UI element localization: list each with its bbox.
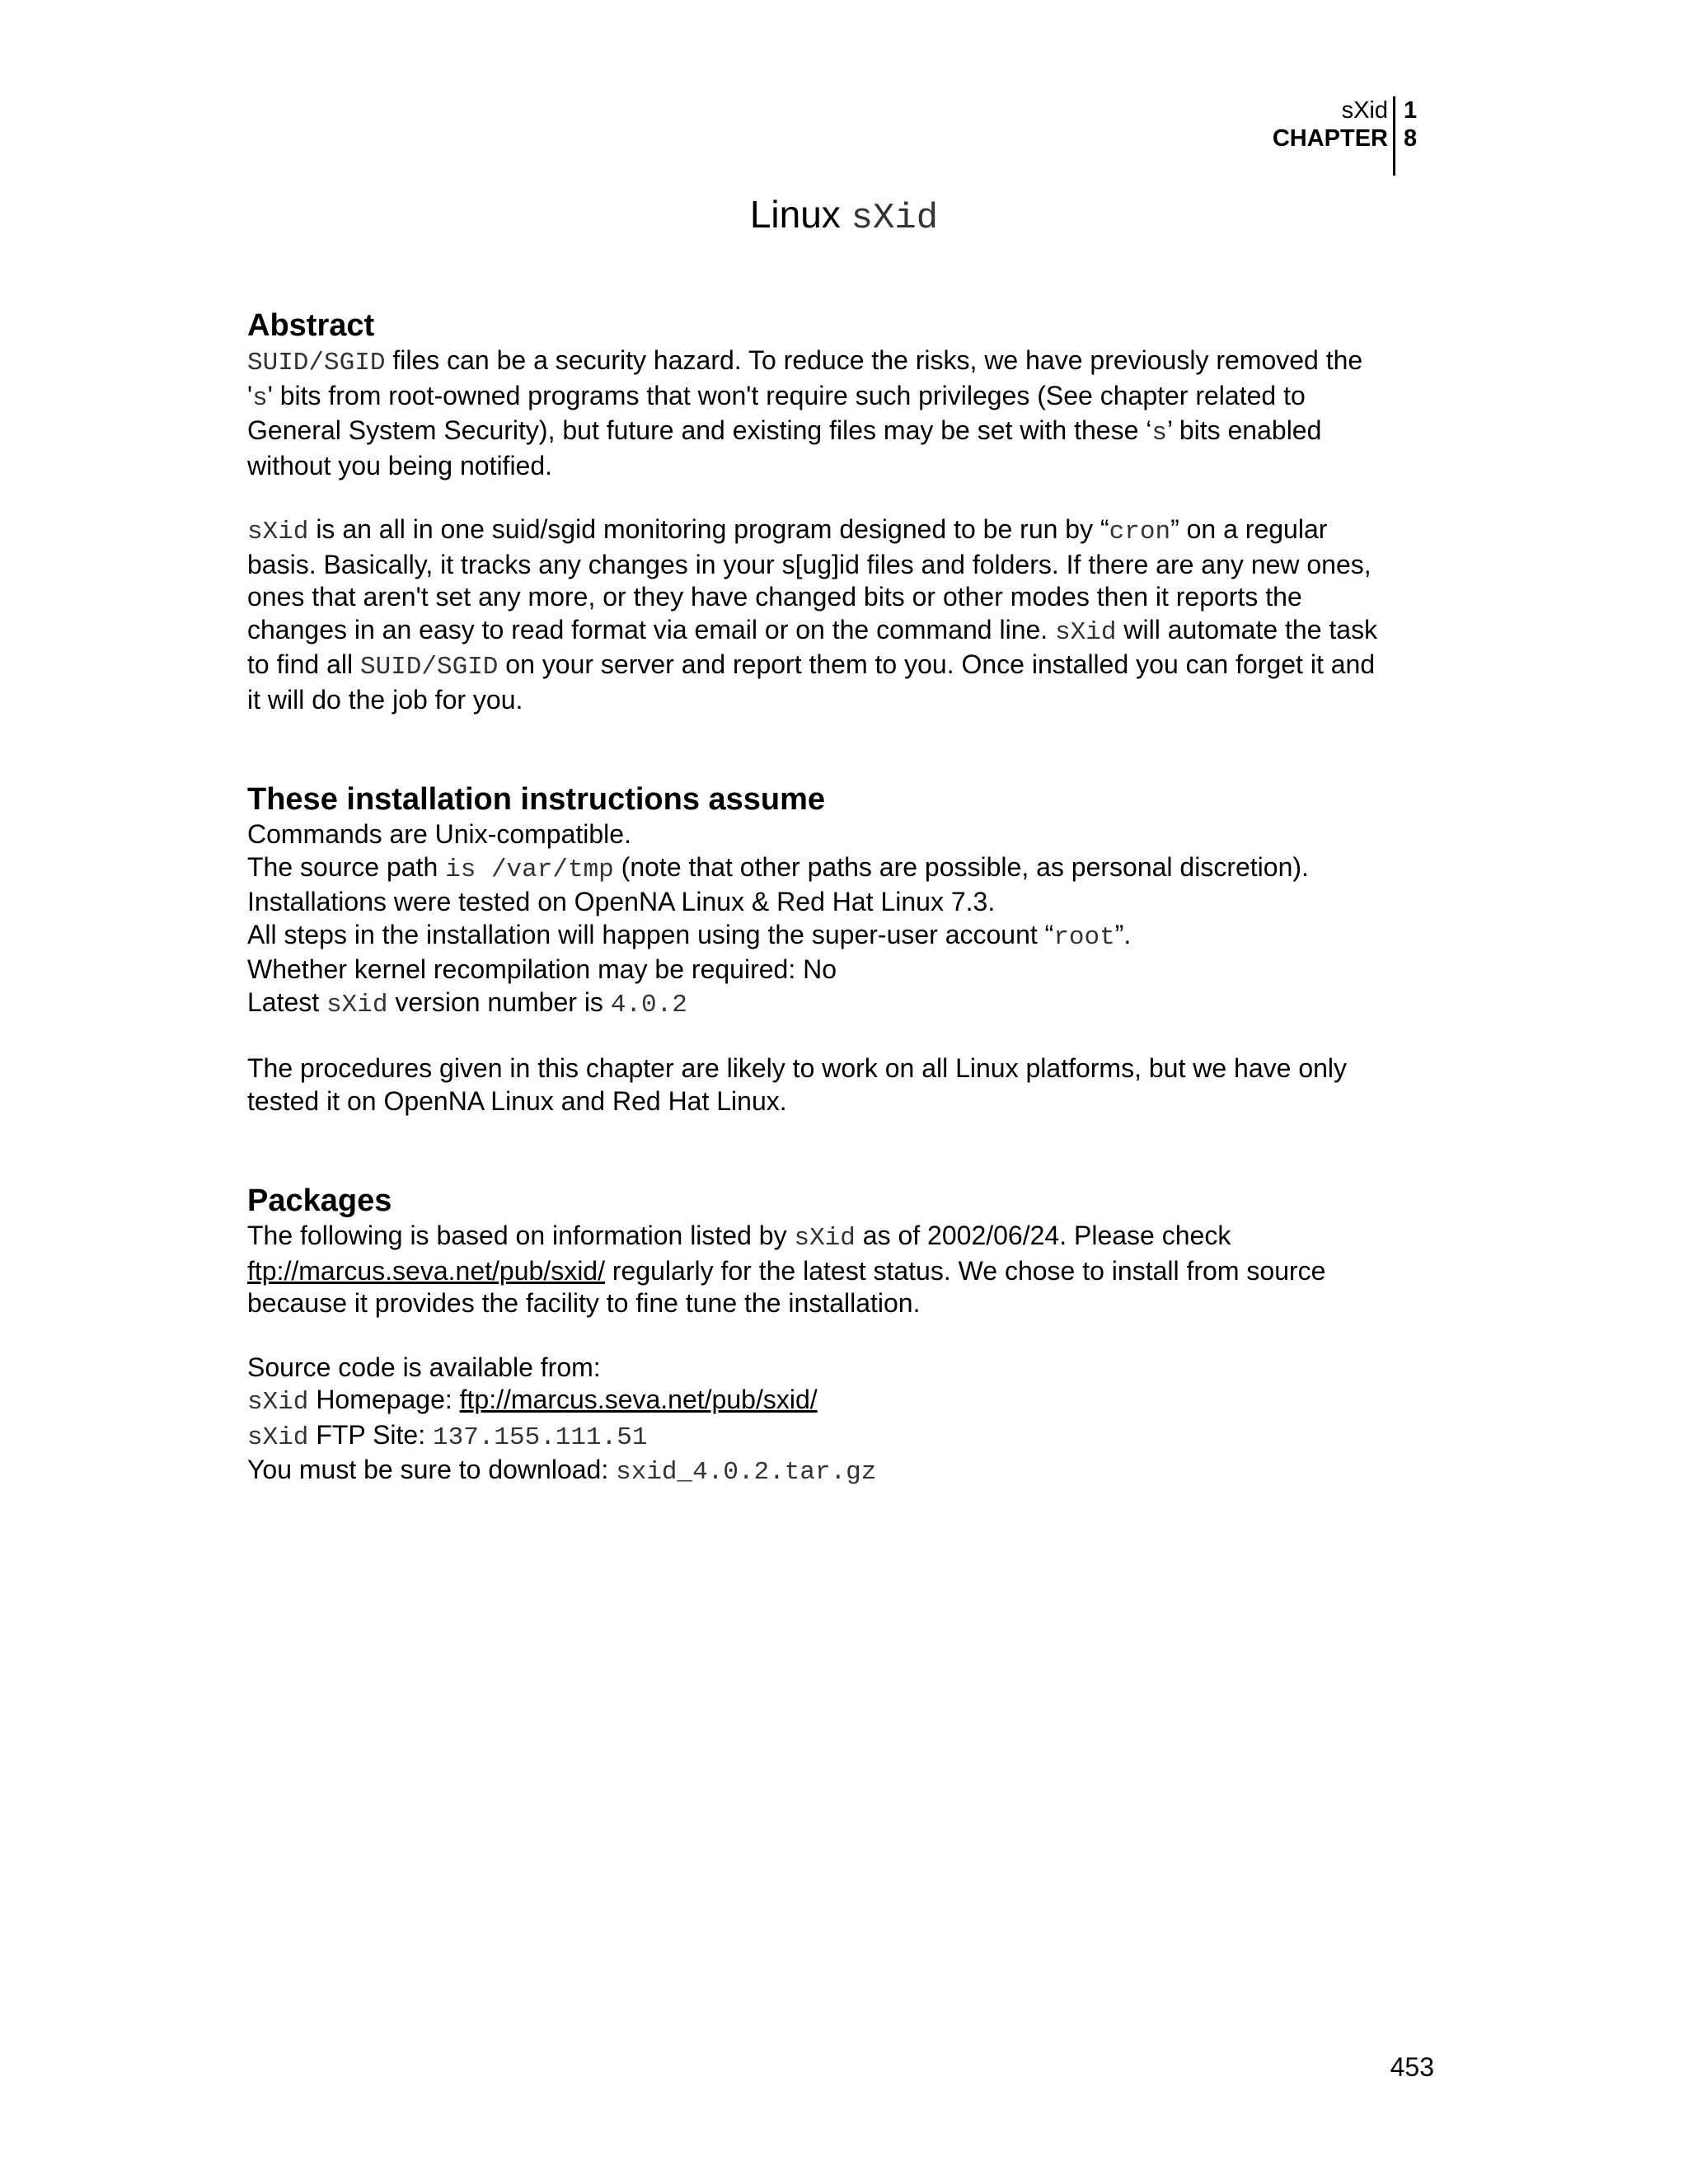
text: The following is based on information listed by — [247, 1221, 795, 1250]
chapter-word: CHAPTER — [1272, 125, 1388, 152]
text: without you being notified. — [247, 450, 553, 480]
inline-code: sXid — [326, 990, 388, 1019]
source-info — [247, 1352, 1451, 1489]
inline-code: sXid — [1055, 617, 1117, 647]
page-number: 453 — [1390, 2052, 1434, 2082]
inline-code: SUID/SGID — [247, 349, 386, 377]
text: is an all in one suid/sgid monitoring program designed to be run by “ — [308, 514, 1109, 544]
download-filename: sxid_4.0.2.tar.gz — [616, 1458, 877, 1487]
assume-item: Commands are Unix-compatible. — [247, 819, 631, 849]
page-title-name: sXid — [851, 198, 939, 239]
inline-code: is /var/tmp — [445, 855, 614, 884]
ftp-ip: 137.155.111.51 — [432, 1422, 648, 1452]
assume-list — [247, 818, 1451, 1021]
page-title-prefix: Linux — [749, 193, 841, 236]
chapter-divider — [1393, 96, 1395, 176]
version-number: 4.0.2 — [610, 990, 687, 1019]
text: ’ bits enabled — [1167, 415, 1322, 445]
assume-item — [247, 851, 1451, 887]
inline-code: cron — [1109, 518, 1171, 546]
text: ' bits from root-owned programs that won't require such privileges (See chapter related to — [267, 380, 1306, 410]
assume-item — [247, 919, 1451, 954]
text: files can be a security hazard. To reduce the risks, we have previously removed the — [385, 345, 1363, 375]
inline-code: sXid — [247, 1422, 309, 1452]
packages-heading: Packages — [247, 1183, 392, 1218]
text: it will do the job for you. — [247, 684, 523, 715]
assume-heading: These installation instructions assume — [247, 782, 826, 817]
text: regularly for the latest status. We chose to install from source — [604, 1255, 1326, 1286]
assume-item: Whether kernel recompilation may be required: No — [247, 954, 837, 984]
source-label: Source code is available from: — [247, 1352, 601, 1382]
packages-paragraph — [247, 1220, 1451, 1320]
text: Latest — [247, 987, 327, 1017]
text: ' — [247, 380, 253, 410]
text: The procedures given in this chapter are likely to work on all Linux platforms, but we have only — [247, 1053, 1348, 1083]
chapter-number-digit-1: 1 — [1404, 97, 1418, 124]
text: as of 2002/06/24. Please check — [855, 1221, 1231, 1250]
abstract-paragraph-1 — [247, 344, 1451, 482]
text: All steps in the installation will happen using the super-user account “ — [247, 919, 1054, 949]
text: to find all — [247, 649, 360, 679]
inline-code: sXid — [794, 1224, 856, 1253]
text: The source path — [247, 851, 446, 882]
text: tested it on OpenNA Linux and Red Hat Linux. — [247, 1085, 787, 1116]
assume-item: Installations were tested on OpenNA Linux & Red Hat Linux 7.3. — [247, 887, 996, 916]
text: ” on a regular — [1170, 514, 1328, 544]
chapter-label-block — [1273, 96, 1388, 152]
text: (note that other paths are possible, as personal discretion). — [613, 851, 1309, 882]
inline-code: s — [1151, 419, 1167, 448]
text: changes in an easy to read format via email or on the command line. — [247, 614, 1056, 644]
text: on your server and report them to you. Once installed you can forget it and — [498, 649, 1376, 679]
inline-code: s — [252, 383, 268, 413]
text: FTP Site: — [308, 1419, 433, 1450]
text: will automate the task — [1116, 614, 1378, 644]
inline-code: sXid — [247, 518, 309, 546]
text: because it provides the facility to fine tune the installation. — [247, 1288, 921, 1318]
text: ones that aren't set any more, or they have changed bits or other modes then it reports the — [247, 582, 1302, 612]
text: Homepage: — [308, 1385, 460, 1414]
abstract-heading: Abstract — [247, 308, 375, 343]
chapter-short-name: sXid — [1341, 97, 1388, 124]
homepage-link[interactable]: ftp://marcus.seva.net/pub/sxid/ — [459, 1385, 818, 1414]
assume-note — [247, 1052, 1451, 1118]
text: You must be sure to download: — [247, 1455, 617, 1484]
text: basis. Basically, it tracks any changes in your s[ug]id files and folders. If there are any new ones, — [247, 549, 1372, 579]
inline-code: root — [1053, 922, 1115, 952]
page-title — [0, 191, 1688, 241]
chapter-number — [1404, 96, 1417, 152]
main-content — [247, 307, 1451, 1489]
inline-code: SUID/SGID — [359, 653, 499, 682]
chapter-number-digit-2: 8 — [1404, 125, 1418, 152]
inline-code: sXid — [247, 1388, 309, 1417]
abstract-paragraph-2 — [247, 513, 1451, 716]
chapter-header — [1269, 96, 1434, 176]
text: version number is — [387, 987, 611, 1017]
text: General System Security), but future and existing files may be set with these ‘ — [247, 415, 1152, 445]
text: ”. — [1114, 919, 1132, 949]
ftp-link[interactable]: ftp://marcus.seva.net/pub/sxid/ — [247, 1255, 605, 1286]
assume-item — [247, 987, 1451, 1022]
